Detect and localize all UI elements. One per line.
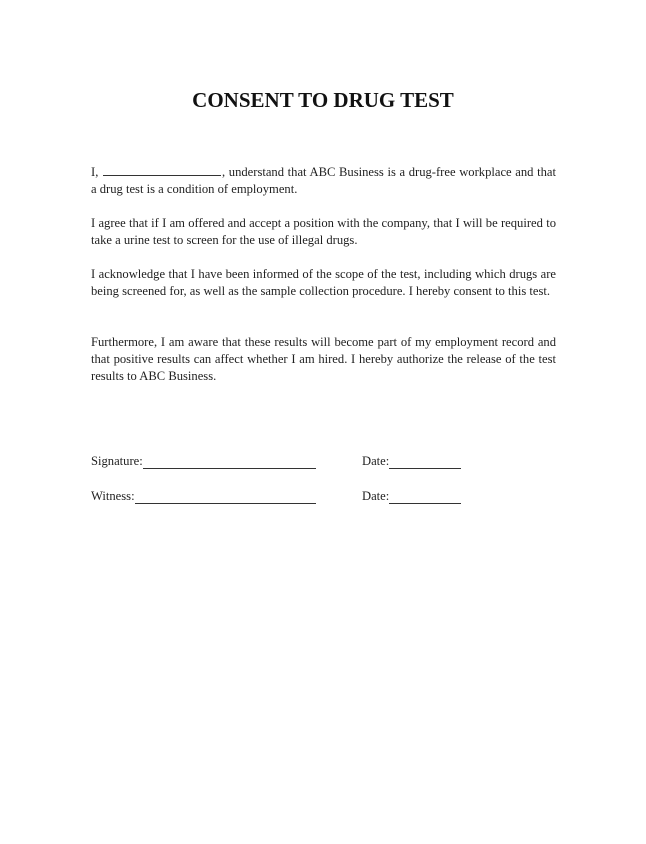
document-title: CONSENT TO DRUG TEST <box>192 88 454 112</box>
paragraph-acknowledgement: I acknowledge that I have been informed of the scope of the test, including which drugs are being screened for, as well as the sample collection procedure. I hereby consent to this test. <box>91 267 556 298</box>
witness-date-label: Date: <box>362 489 390 503</box>
signature-row <box>91 454 316 469</box>
witness-date-field[interactable] <box>389 491 461 504</box>
intro-suffix: , understand that ABC Business is a drug-free workplace and that a drug test is a condition of employment. <box>91 165 556 196</box>
witness-date-row <box>362 489 461 504</box>
name-blank-field[interactable] <box>103 164 221 176</box>
witness-label: Witness: <box>91 489 135 503</box>
intro-prefix: I, <box>91 165 99 179</box>
paragraph-authorization: Furthermore, I am aware that these results will become part of my employment record and that positive results can affect whether I am hired. I hereby authorize the release of the test results to ABC Business. <box>91 335 556 383</box>
witness-row <box>91 489 316 504</box>
witness-line-field[interactable] <box>135 491 316 504</box>
signature-label: Signature: <box>91 454 143 468</box>
paragraph-intro <box>91 164 556 198</box>
signature-date-field[interactable] <box>389 456 461 469</box>
signature-line-field[interactable] <box>143 456 316 469</box>
paragraph-agreement: I agree that if I am offered and accept a position with the company, that I will be required to take a urine test to screen for the use of illegal drugs. <box>91 216 556 247</box>
signature-date-label: Date: <box>362 454 390 468</box>
signature-date-row <box>362 454 461 469</box>
